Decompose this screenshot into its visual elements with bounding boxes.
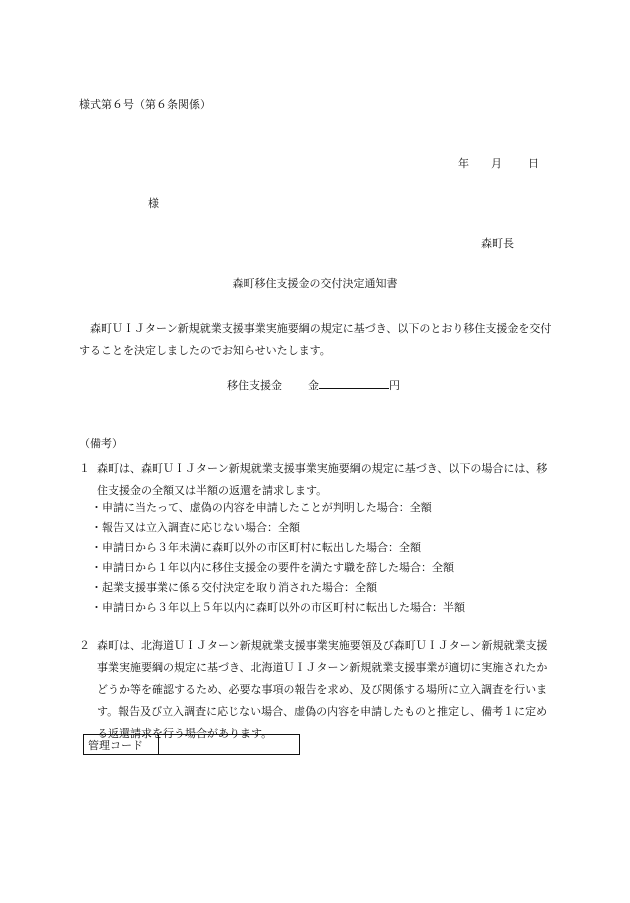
remark-1-text: 森町は、森町ＵＩＪターン新規就業支援事業実施要綱の規定に基づき、以下の場合には、移住支援金の全額又は半額の返還を請求します。 xyxy=(97,462,548,497)
form-number: 様式第６号（第６条関係） xyxy=(79,98,211,111)
list-item: ・申請日から３年以上５年以内に森町以外の市区町村に転出した場合：半額 xyxy=(91,601,465,614)
list-item: ・申請日から３年未満に森町以外の市区町村に転出した場合：全額 xyxy=(91,541,421,554)
management-code-table xyxy=(83,734,300,755)
body-paragraph xyxy=(79,318,559,362)
amount-kin: 金 xyxy=(308,379,319,392)
remark-1 xyxy=(79,458,557,502)
document-title: 森町移住支援金の交付決定通知書 xyxy=(232,277,398,290)
remark-2-text: 森町は、北海道ＵＩＪターン新規就業支援事業実施要領及び森町ＵＩＪターン新規就業支援事業実施要綱の規定に基づき、北海道ＵＩＪターン新規就業支援事業が適切に実施されたかどうか等を確認するため、必要な事項の報告を求め、及び関係する場所に立入調査を行います。報告及び立入調査に応じない場合、虚偽の内容を申請したものと推定し、備考１に定める返還請求を行う場合があります。 xyxy=(97,639,548,740)
list-item: ・報告又は立入調査に応じない場合：全額 xyxy=(91,521,300,534)
list-item: ・申請日から１年以内に移住支援金の要件を満たす職を辞した場合：全額 xyxy=(91,561,454,574)
amount-line xyxy=(227,378,400,391)
refund-conditions-list xyxy=(91,498,465,618)
management-code-field[interactable] xyxy=(159,735,300,755)
date-month-label: 月 xyxy=(491,157,502,170)
remarks-heading: （備考） xyxy=(79,437,123,450)
list-item: ・起業支援事業に係る交付決定を取り消された場合：全額 xyxy=(91,581,377,594)
management-code-label: 管理コード xyxy=(84,735,159,755)
list-item: ・申請に当たって、虚偽の内容を申請したことが判明した場合：全額 xyxy=(91,501,432,514)
amount-label: 移住支援金 xyxy=(227,379,282,392)
remark-1-number: １ xyxy=(79,462,90,475)
issuer-name: 森町長 xyxy=(481,237,514,250)
amount-yen: 円 xyxy=(389,379,400,392)
amount-blank xyxy=(319,378,389,389)
body-text: 森町ＵＩＪターン新規就業支援事業実施要綱の規定に基づき、以下のとおり移住支援金を交付することを決定しましたのでお知らせいたします。 xyxy=(79,322,552,357)
date-day-label: 日 xyxy=(528,157,539,170)
remark-2-number: ２ xyxy=(79,639,90,652)
addressee-suffix: 様 xyxy=(148,197,159,210)
date-year-label: 年 xyxy=(458,157,469,170)
remark-2 xyxy=(79,635,557,745)
